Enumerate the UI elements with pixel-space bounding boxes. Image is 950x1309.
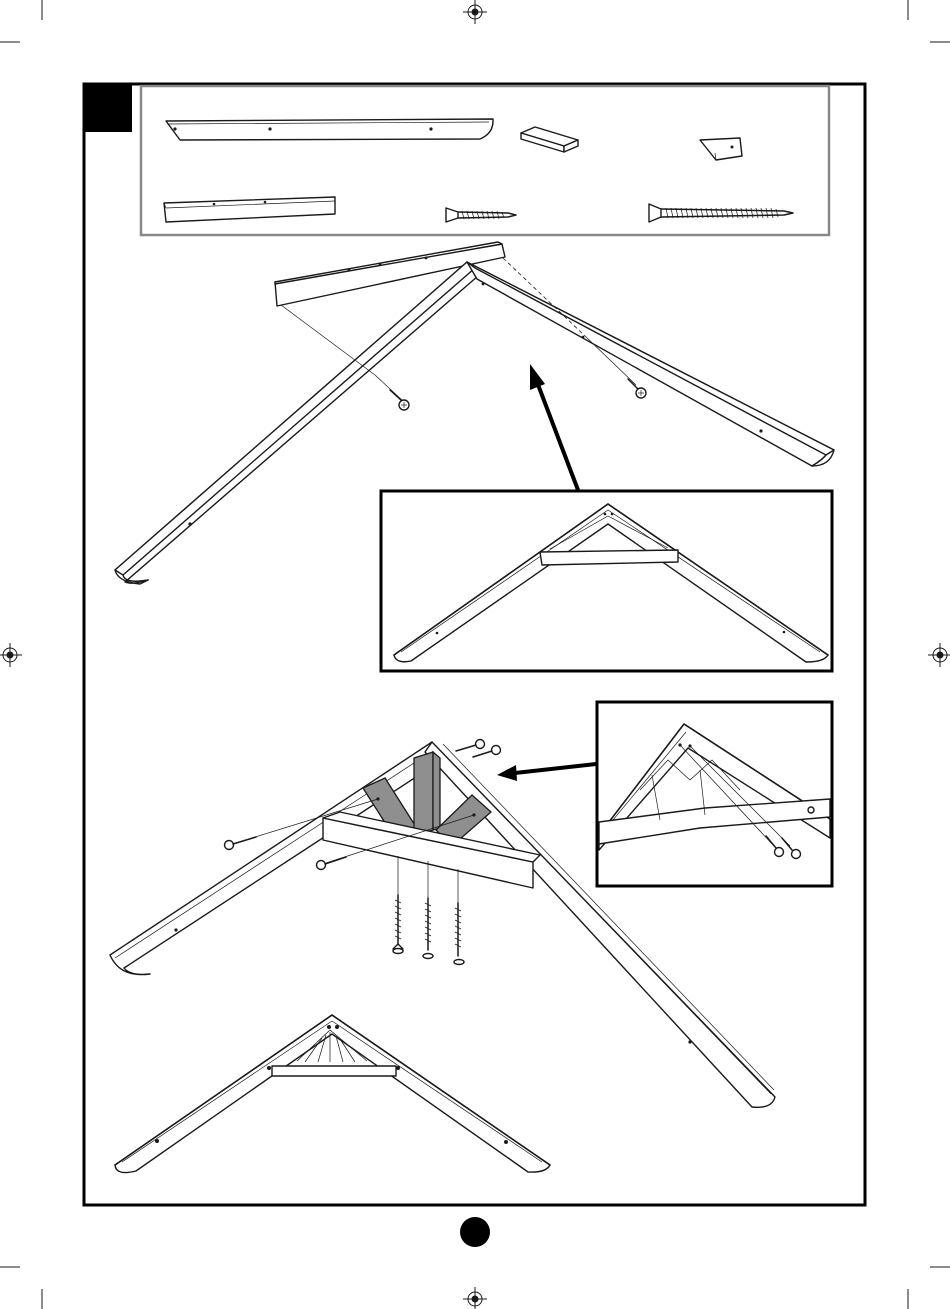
screw-b1-icon [225, 837, 257, 850]
arrow-to-detail-2 [497, 764, 596, 781]
long-rafter-board-icon [166, 119, 493, 140]
registration-mark-top [463, 0, 487, 24]
screw-left-icon [390, 390, 409, 410]
screw-b2-icon [317, 857, 347, 870]
brace-center-highlight [414, 752, 440, 836]
right-rafter-board [467, 262, 834, 466]
registration-mark-bottom [463, 1287, 487, 1309]
detail-view-1 [381, 491, 832, 671]
page-number-dot [460, 1217, 490, 1247]
arrow-to-detail-1 [530, 364, 578, 490]
long-screw-2-icon [423, 898, 433, 959]
registration-mark-left [0, 643, 22, 667]
detail-view-2 [597, 702, 832, 886]
step-number-badge [84, 84, 132, 132]
left-rafter-board-b [110, 742, 442, 975]
completed-truss [115, 1015, 550, 1173]
long-screw-1-icon [393, 895, 403, 954]
long-screw-3-icon [454, 903, 464, 965]
registration-mark-right [928, 643, 950, 667]
screw-right-icon [628, 379, 646, 398]
screw-b3-icon [456, 740, 485, 752]
